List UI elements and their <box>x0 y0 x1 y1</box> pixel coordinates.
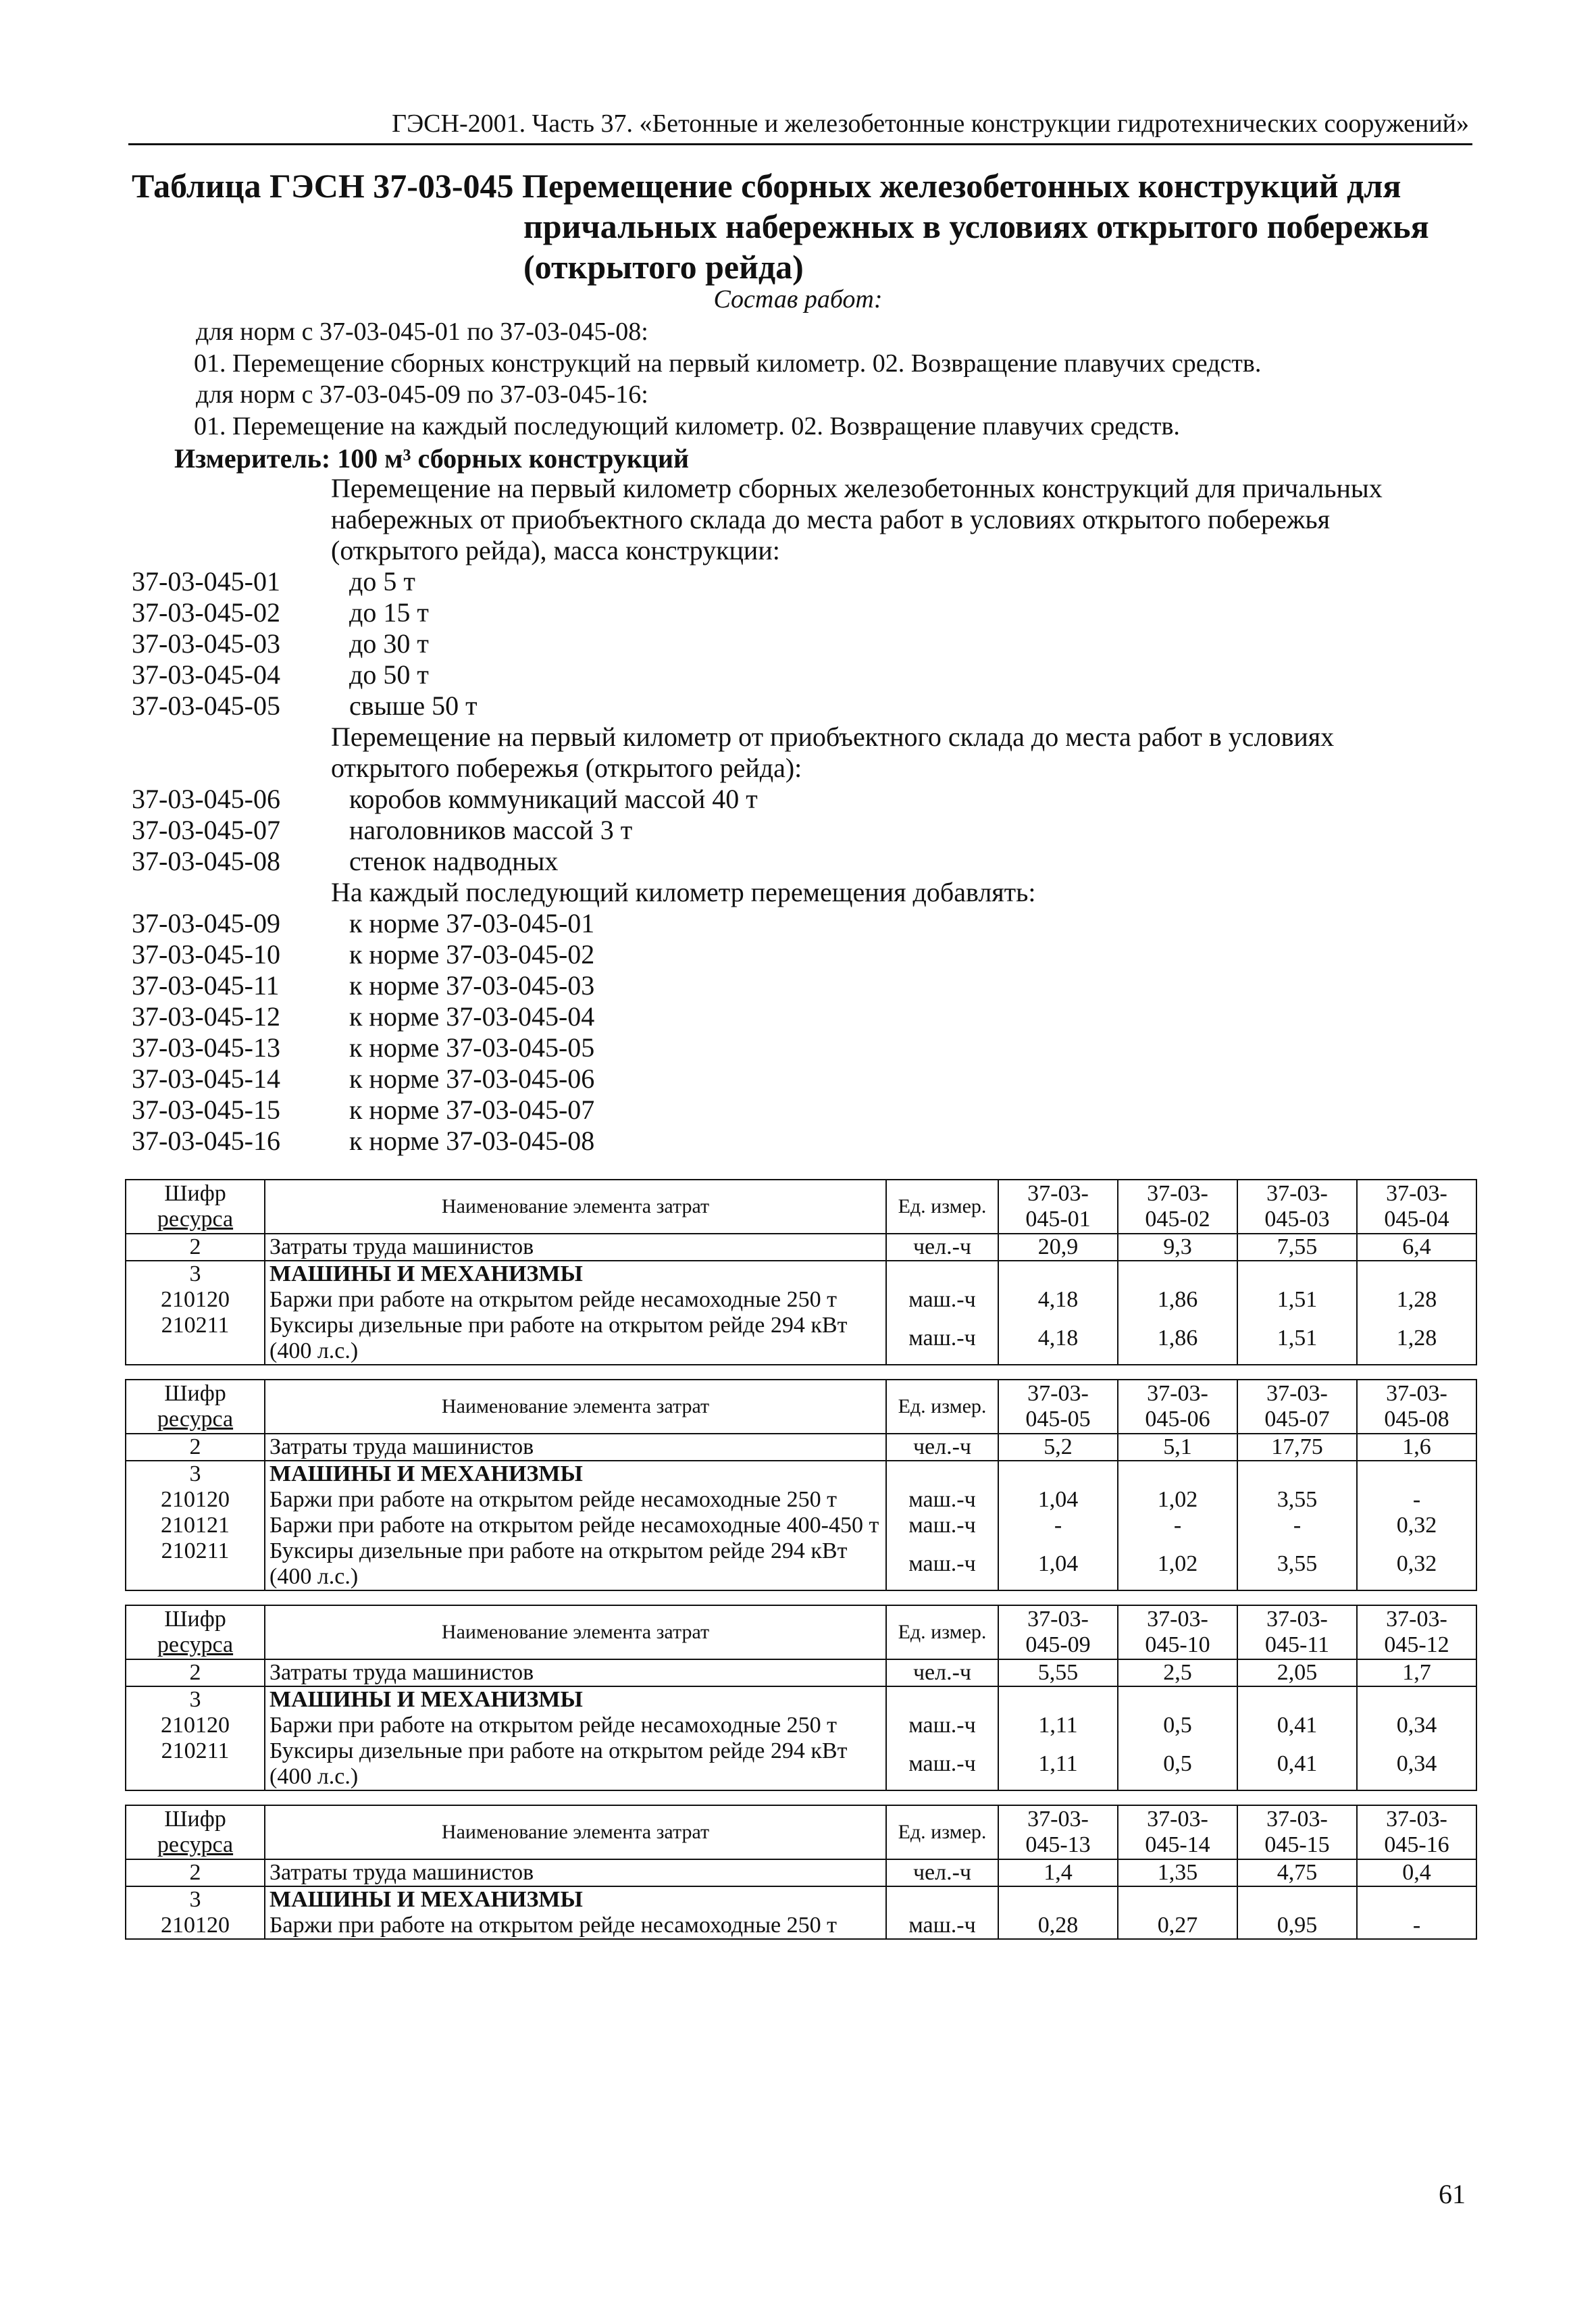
norm-code: 37-03-045-16 <box>132 1126 280 1156</box>
header-norm-code <box>998 1180 1118 1234</box>
unit-cell: маш.-ч <box>886 1313 998 1365</box>
header-norm-code-line: 045-08 <box>1384 1407 1449 1432</box>
measure-unit: Измеритель: 100 м³ сборных конструкций <box>174 443 690 474</box>
unit-cell: маш.-ч <box>886 1538 998 1590</box>
composition-line: для норм с 37-03-045-01 по 37-03-045-08: <box>196 318 648 346</box>
header-element-name: Наименование элемента затрат <box>265 1380 886 1434</box>
header-norm-code <box>1357 1180 1476 1234</box>
header-norm-code <box>1118 1805 1237 1859</box>
norm-row <box>132 628 1472 659</box>
header-code-line: ресурса <box>157 1407 234 1432</box>
norm-code: 37-03-045-09 <box>132 908 280 938</box>
value-cell: 0,95 <box>1237 1913 1357 1939</box>
value-cell: 17,75 <box>1237 1434 1357 1461</box>
value-cell <box>998 1461 1118 1487</box>
element-name: МАШИНЫ И МЕХАНИЗМЫ <box>265 1261 886 1287</box>
header-norm-code-line: 37-03- <box>1027 1807 1089 1832</box>
table-row <box>126 1434 1476 1461</box>
header-norm-code-line: 045-07 <box>1264 1407 1330 1432</box>
norm-text: до 50 т <box>349 659 429 690</box>
header-resource-code <box>126 1605 265 1659</box>
element-name: Затраты труда машинистов <box>265 1859 886 1886</box>
value-cell: 1,11 <box>998 1738 1118 1790</box>
header-unit: Ед. измер. <box>886 1380 998 1434</box>
value-cell <box>1237 1886 1357 1913</box>
norm-description: На каждый последующий километр перемещения добавлять: <box>331 877 1036 907</box>
value-cell: 2,05 <box>1237 1659 1357 1686</box>
resource-code: 210211 <box>126 1538 265 1590</box>
norm-row <box>132 1063 1472 1095</box>
unit-cell <box>886 1461 998 1487</box>
value-cell: 3,55 <box>1237 1538 1357 1590</box>
unit-cell: чел.-ч <box>886 1859 998 1886</box>
unit-cell: маш.-ч <box>886 1487 998 1513</box>
element-name: Баржи при работе на открытом рейде несамоходные 400-450 т <box>265 1513 886 1538</box>
header-element-name: Наименование элемента затрат <box>265 1180 886 1234</box>
header-norm-code-line: 045-05 <box>1025 1407 1091 1432</box>
norm-code: 37-03-045-12 <box>132 1001 280 1032</box>
header-code-line: ресурса <box>157 1832 234 1857</box>
value-cell: 0,34 <box>1357 1738 1476 1790</box>
value-cell: 0,28 <box>998 1913 1118 1939</box>
header-code-line: Шифр <box>164 1607 226 1632</box>
element-name: Баржи при работе на открытом рейде несамоходные 250 т <box>265 1287 886 1313</box>
header-code-line: Шифр <box>164 1381 226 1406</box>
table-row <box>126 1738 1476 1790</box>
value-cell: 0,4 <box>1357 1859 1476 1886</box>
unit-cell: маш.-ч <box>886 1287 998 1313</box>
unit-cell: маш.-ч <box>886 1738 998 1790</box>
unit-cell: маш.-ч <box>886 1713 998 1738</box>
resource-code: 3 <box>126 1461 265 1487</box>
title-line-3: (открытого рейда) <box>523 248 804 286</box>
value-cell: 5,55 <box>998 1659 1118 1686</box>
norms-list <box>132 473 1472 1157</box>
norm-row <box>132 1126 1472 1157</box>
title-line-2: причальных набережных в условиях открытого побережья <box>523 207 1429 245</box>
value-cell <box>1118 1261 1237 1287</box>
value-cell: 1,86 <box>1118 1287 1237 1313</box>
header-norm-code <box>998 1605 1118 1659</box>
value-cell: 1,02 <box>1118 1538 1237 1590</box>
element-name: Баржи при работе на открытом рейде несамоходные 250 т <box>265 1913 886 1939</box>
header-norm-code-line: 045-14 <box>1145 1832 1210 1857</box>
value-cell: 1,35 <box>1118 1859 1237 1886</box>
value-cell <box>1237 1686 1357 1713</box>
norm-row <box>132 566 1472 597</box>
header-norm-code-line: 045-16 <box>1384 1832 1449 1857</box>
table-row <box>126 1659 1476 1686</box>
norm-text: наголовников массой 3 т <box>349 815 633 845</box>
header-code-line: ресурса <box>157 1632 234 1657</box>
header-norm-code <box>1357 1805 1476 1859</box>
norm-code: 37-03-045-05 <box>132 690 280 721</box>
value-cell <box>1357 1261 1476 1287</box>
value-cell <box>998 1886 1118 1913</box>
header-norm-code-line: 37-03- <box>1147 1607 1208 1632</box>
norm-text: до 15 т <box>349 597 429 628</box>
norm-row <box>132 784 1472 815</box>
resource-code: 210121 <box>126 1513 265 1538</box>
header-element-name: Наименование элемента затрат <box>265 1805 886 1859</box>
header-code-line: Шифр <box>164 1807 226 1832</box>
value-cell: 1,28 <box>1357 1313 1476 1365</box>
unit-cell <box>886 1686 998 1713</box>
resource-code: 210120 <box>126 1287 265 1313</box>
resource-code: 3 <box>126 1261 265 1287</box>
header-norm-code-line: 045-01 <box>1025 1207 1091 1232</box>
table-row <box>126 1287 1476 1313</box>
running-header: ГЭСН-2001. Часть 37. «Бетонные и железобетонные конструкции гидротехнических сооружений» <box>392 109 1469 138</box>
norm-code: 37-03-045-11 <box>132 970 280 1001</box>
header-norm-code <box>1237 1805 1357 1859</box>
header-resource-code <box>126 1805 265 1859</box>
header-resource-code <box>126 1380 265 1434</box>
page-number: 61 <box>1439 2179 1466 2209</box>
norm-row <box>132 690 1472 722</box>
header-norm-code-line: 37-03- <box>1266 1807 1328 1832</box>
header-norm-code <box>1118 1380 1237 1434</box>
norm-description: Перемещение на первый километр сборных железобетонных конструкций для причальных <box>331 473 1383 503</box>
norm-text: к норме 37-03-045-07 <box>349 1095 595 1125</box>
norm-code: 37-03-045-04 <box>132 659 280 690</box>
header-norm-code-line: 045-04 <box>1384 1207 1449 1232</box>
value-cell: 6,4 <box>1357 1234 1476 1261</box>
resource-table <box>125 1379 1477 1591</box>
element-name: Баржи при работе на открытом рейде несамоходные 250 т <box>265 1487 886 1513</box>
value-cell: 0,41 <box>1237 1738 1357 1790</box>
value-cell: 0,5 <box>1118 1713 1237 1738</box>
value-cell: 0,27 <box>1118 1913 1237 1939</box>
value-cell: 1,28 <box>1357 1287 1476 1313</box>
header-resource-code <box>126 1180 265 1234</box>
value-cell: - <box>1237 1513 1357 1538</box>
value-cell: 1,04 <box>998 1538 1118 1590</box>
resource-table <box>125 1805 1477 1940</box>
norm-code: 37-03-045-01 <box>132 566 280 597</box>
value-cell: 1,02 <box>1118 1487 1237 1513</box>
composition-lines <box>196 316 1261 442</box>
header-norm-code-line: 045-13 <box>1025 1832 1091 1857</box>
unit-cell: чел.-ч <box>886 1234 998 1261</box>
norm-text: к норме 37-03-045-03 <box>349 970 595 1001</box>
header-norm-code-line: 37-03- <box>1386 1607 1447 1632</box>
norm-description: открытого побережья (открытого рейда): <box>331 753 802 783</box>
resource-code: 210211 <box>126 1738 265 1790</box>
value-cell <box>1237 1261 1357 1287</box>
value-cell: 4,75 <box>1237 1859 1357 1886</box>
norm-text: к норме 37-03-045-08 <box>349 1126 595 1156</box>
header-norm-code-line: 045-02 <box>1145 1207 1210 1232</box>
table-header-row <box>126 1605 1476 1659</box>
header-norm-code-line: 045-03 <box>1264 1207 1330 1232</box>
norm-row <box>132 659 1472 690</box>
norm-text: свыше 50 т <box>349 690 478 721</box>
value-cell <box>1357 1886 1476 1913</box>
element-name: Буксиры дизельные при работе на открытом рейде 294 кВт (400 л.с.) <box>265 1538 886 1590</box>
resource-code: 2 <box>126 1859 265 1886</box>
header-norm-code-line: 37-03- <box>1266 1607 1328 1632</box>
element-name: Буксиры дизельные при работе на открытом рейде 294 кВт (400 л.с.) <box>265 1313 886 1365</box>
header-norm-code <box>1118 1605 1237 1659</box>
value-cell: 4,18 <box>998 1287 1118 1313</box>
norm-code: 37-03-045-13 <box>132 1032 280 1063</box>
header-norm-code-line: 045-15 <box>1264 1832 1330 1857</box>
table-row <box>126 1461 1476 1487</box>
header-unit: Ед. измер. <box>886 1805 998 1859</box>
norm-row <box>132 939 1472 970</box>
norm-row <box>132 1032 1472 1063</box>
header-norm-code-line: 37-03- <box>1147 1181 1208 1206</box>
value-cell <box>1118 1461 1237 1487</box>
value-cell: 3,55 <box>1237 1487 1357 1513</box>
header-code-line: Шифр <box>164 1181 226 1206</box>
header-unit: Ед. измер. <box>886 1180 998 1234</box>
composition-line: для норм с 37-03-045-09 по 37-03-045-16: <box>196 380 648 409</box>
norm-row <box>132 970 1472 1001</box>
value-cell: 0,5 <box>1118 1738 1237 1790</box>
value-cell: 1,51 <box>1237 1313 1357 1365</box>
norm-text: к норме 37-03-045-05 <box>349 1032 595 1063</box>
resource-code: 3 <box>126 1686 265 1713</box>
table-row <box>126 1234 1476 1261</box>
resource-tables <box>125 1179 1476 1953</box>
header-norm-code-line: 37-03- <box>1147 1807 1208 1832</box>
header-norm-code-line: 37-03- <box>1027 1381 1089 1406</box>
norm-description: Перемещение на первый километр от приобъектного склада до места работ в условиях <box>331 722 1335 752</box>
table-row <box>126 1261 1476 1287</box>
norm-code: 37-03-045-06 <box>132 784 280 814</box>
element-name: Буксиры дизельные при работе на открытом рейде 294 кВт (400 л.с.) <box>265 1738 886 1790</box>
unit-cell <box>886 1261 998 1287</box>
value-cell: 1,04 <box>998 1487 1118 1513</box>
unit-cell <box>886 1886 998 1913</box>
norm-text: к норме 37-03-045-04 <box>349 1001 595 1032</box>
header-norm-code <box>1118 1180 1237 1234</box>
norm-text: стенок надводных <box>349 846 559 876</box>
resource-code: 210211 <box>126 1313 265 1365</box>
unit-cell: чел.-ч <box>886 1659 998 1686</box>
value-cell: 1,7 <box>1357 1659 1476 1686</box>
element-name: Баржи при работе на открытом рейде несамоходные 250 т <box>265 1713 886 1738</box>
table-row <box>126 1859 1476 1886</box>
norm-text: до 30 т <box>349 628 429 659</box>
resource-code: 2 <box>126 1659 265 1686</box>
resource-code: 2 <box>126 1434 265 1461</box>
header-norm-code-line: 37-03- <box>1266 1181 1328 1206</box>
header-norm-code <box>1237 1605 1357 1659</box>
value-cell: 0,32 <box>1357 1538 1476 1590</box>
norm-description: (открытого рейда), масса конструкции: <box>331 535 780 565</box>
header-norm-code-line: 37-03- <box>1027 1181 1089 1206</box>
header-code-line: ресурса <box>157 1207 234 1232</box>
header-norm-code <box>1237 1380 1357 1434</box>
element-name: Затраты труда машинистов <box>265 1434 886 1461</box>
table-row <box>126 1886 1476 1913</box>
element-name: Затраты труда машинистов <box>265 1234 886 1261</box>
table-row <box>126 1313 1476 1365</box>
composition-line: 01. Перемещение сборных конструкций на первый километр. 02. Возвращение плавучих средств. <box>194 349 1262 378</box>
resource-code: 2 <box>126 1234 265 1261</box>
header-rule <box>128 143 1472 145</box>
norm-row <box>132 1001 1472 1032</box>
value-cell: 5,1 <box>1118 1434 1237 1461</box>
norm-row <box>132 815 1472 846</box>
header-norm-code-line: 37-03- <box>1147 1381 1208 1406</box>
value-cell <box>1118 1686 1237 1713</box>
resource-table <box>125 1605 1477 1791</box>
unit-cell: маш.-ч <box>886 1913 998 1939</box>
table-row <box>126 1487 1476 1513</box>
value-cell: - <box>998 1513 1118 1538</box>
composition-caption: Состав работ: <box>713 285 883 313</box>
value-cell: 7,55 <box>1237 1234 1357 1261</box>
header-norm-code-line: 37-03- <box>1027 1607 1089 1632</box>
header-norm-code-line: 045-12 <box>1384 1632 1449 1657</box>
table-row <box>126 1913 1476 1939</box>
value-cell <box>998 1261 1118 1287</box>
table-header-row <box>126 1180 1476 1234</box>
resource-code: 210120 <box>126 1487 265 1513</box>
value-cell: 2,5 <box>1118 1659 1237 1686</box>
norm-row <box>132 908 1472 939</box>
value-cell: 5,2 <box>998 1434 1118 1461</box>
norm-code: 37-03-045-02 <box>132 597 280 628</box>
resource-code: 210120 <box>126 1713 265 1738</box>
norm-description: набережных от приобъектного склада до места работ в условиях открытого побережья <box>331 504 1331 534</box>
table-row <box>126 1538 1476 1590</box>
element-name: МАШИНЫ И МЕХАНИЗМЫ <box>265 1686 886 1713</box>
header-norm-code-line: 045-10 <box>1145 1632 1210 1657</box>
unit-cell: маш.-ч <box>886 1513 998 1538</box>
table-row <box>126 1713 1476 1738</box>
resource-code: 210120 <box>126 1913 265 1939</box>
header-norm-code-line: 37-03- <box>1386 1181 1447 1206</box>
norm-text: к норме 37-03-045-06 <box>349 1063 595 1094</box>
header-norm-code <box>1357 1380 1476 1434</box>
unit-cell: чел.-ч <box>886 1434 998 1461</box>
table-header-row <box>126 1380 1476 1434</box>
resource-code: 3 <box>126 1886 265 1913</box>
norm-text: до 5 т <box>349 566 415 597</box>
header-norm-code <box>1357 1605 1476 1659</box>
value-cell <box>1357 1686 1476 1713</box>
title-line-1: Таблица ГЭСН 37-03-045 Перемещение сборных железобетонных конструкций для <box>132 167 1401 205</box>
header-norm-code-line: 37-03- <box>1266 1381 1328 1406</box>
header-norm-code-line: 045-06 <box>1145 1407 1210 1432</box>
norm-code: 37-03-045-08 <box>132 846 280 876</box>
value-cell <box>1118 1886 1237 1913</box>
norm-code: 37-03-045-03 <box>132 628 280 659</box>
value-cell: 1,6 <box>1357 1434 1476 1461</box>
norm-text: к норме 37-03-045-01 <box>349 908 595 938</box>
header-norm-code <box>998 1380 1118 1434</box>
value-cell <box>1357 1461 1476 1487</box>
table-row <box>126 1513 1476 1538</box>
value-cell: - <box>1118 1513 1237 1538</box>
value-cell: - <box>1357 1487 1476 1513</box>
value-cell: 1,11 <box>998 1713 1118 1738</box>
header-norm-code-line: 045-11 <box>1264 1632 1330 1657</box>
norm-code: 37-03-045-14 <box>132 1063 280 1094</box>
norm-row <box>132 1095 1472 1126</box>
header-norm-code-line: 37-03- <box>1386 1807 1447 1832</box>
header-element-name: Наименование элемента затрат <box>265 1605 886 1659</box>
value-cell: 0,41 <box>1237 1713 1357 1738</box>
header-norm-code-line: 37-03- <box>1386 1381 1447 1406</box>
header-norm-code <box>1237 1180 1357 1234</box>
value-cell: 1,86 <box>1118 1313 1237 1365</box>
table-row <box>126 1686 1476 1713</box>
value-cell: 1,51 <box>1237 1287 1357 1313</box>
value-cell: - <box>1357 1913 1476 1939</box>
value-cell <box>998 1686 1118 1713</box>
value-cell: 4,18 <box>998 1313 1118 1365</box>
norm-text: коробов коммуникаций массой 40 т <box>349 784 758 814</box>
table-header-row <box>126 1805 1476 1859</box>
composition-line: 01. Перемещение на каждый последующий километр. 02. Возвращение плавучих средств. <box>194 411 1180 441</box>
norm-row <box>132 846 1472 877</box>
header-unit: Ед. измер. <box>886 1605 998 1659</box>
value-cell: 20,9 <box>998 1234 1118 1261</box>
value-cell: 0,34 <box>1357 1713 1476 1738</box>
element-name: МАШИНЫ И МЕХАНИЗМЫ <box>265 1461 886 1487</box>
resource-table <box>125 1179 1477 1365</box>
norm-text: к норме 37-03-045-02 <box>349 939 595 970</box>
norm-code: 37-03-045-10 <box>132 939 280 970</box>
header-norm-code-line: 045-09 <box>1025 1632 1091 1657</box>
norm-row <box>132 597 1472 628</box>
value-cell <box>1237 1461 1357 1487</box>
norm-code: 37-03-045-15 <box>132 1095 280 1125</box>
header-norm-code <box>998 1805 1118 1859</box>
table-title <box>132 166 1469 287</box>
norm-code: 37-03-045-07 <box>132 815 280 845</box>
value-cell: 9,3 <box>1118 1234 1237 1261</box>
value-cell: 1,4 <box>998 1859 1118 1886</box>
element-name: МАШИНЫ И МЕХАНИЗМЫ <box>265 1886 886 1913</box>
element-name: Затраты труда машинистов <box>265 1659 886 1686</box>
value-cell: 0,32 <box>1357 1513 1476 1538</box>
